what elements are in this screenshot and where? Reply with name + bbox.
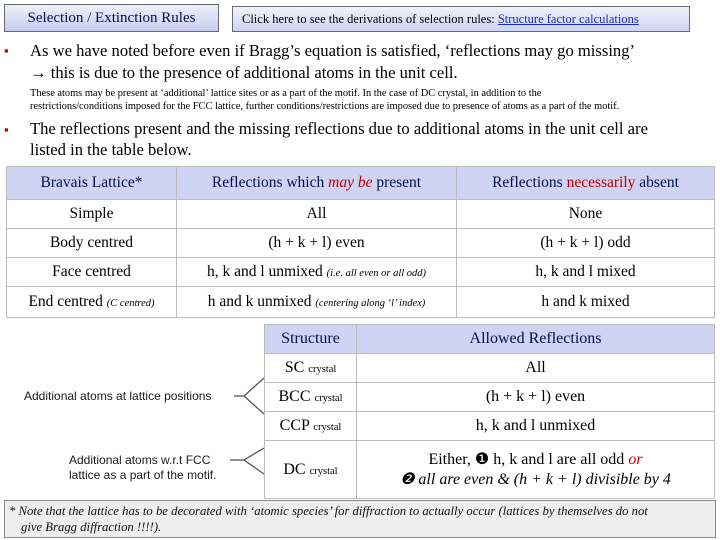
bullet-2-line-2: listed in the table below. xyxy=(30,140,192,159)
note-line-2: restrictions/conditions imposed for the FCC lattice, further conditions/restrictions are imposed due to presence of atoms as a part of the motif. xyxy=(30,101,620,112)
lattice-cell: End centred (C centred) xyxy=(7,287,177,318)
allowed-cell: Either, ❶ h, k and l are all odd or ❷ all are even & (h + k + l) divisible by 4 xyxy=(357,441,715,499)
table-row xyxy=(7,258,715,287)
absent-cell: None xyxy=(457,200,715,229)
absent-cell: h and k mixed xyxy=(457,287,715,318)
table-header-row xyxy=(7,167,715,200)
structure-reflections-table xyxy=(264,324,715,499)
lattice-cell: Face centred xyxy=(7,258,177,287)
bullet-1-line-1: As we have noted before even if Bragg’s equation is satisfied, ‘reflections may go missing’ xyxy=(30,41,636,60)
lattice-cell: Simple xyxy=(7,200,177,229)
header-reflections-absent: Reflections necessarily absent xyxy=(457,167,715,200)
table-row xyxy=(7,200,715,229)
bravais-reflections-table xyxy=(6,166,715,318)
necessarily-emphasis: necessarily xyxy=(566,174,636,191)
present-cell: (h + k + l) even xyxy=(177,229,457,258)
present-note: (i.e. all even or all odd) xyxy=(326,268,427,279)
may-be-emphasis: may be xyxy=(328,174,373,191)
lattice-positions-bracket-icon xyxy=(244,378,264,414)
lattice-positions-label: Additional atoms at lattice positions xyxy=(24,389,212,403)
bullets-section xyxy=(4,37,717,163)
table-row xyxy=(265,441,715,499)
bullet-1-line-2 xyxy=(30,63,458,83)
or-emphasis: or xyxy=(628,450,643,468)
derivations-link-box[interactable] xyxy=(232,6,690,32)
allowed-cell: h, k and l unmixed xyxy=(357,412,715,441)
footer-line-1: * Note that the lattice has to be decorated with ‘atomic species’ for diffraction to actually occur (lattices by themselves do not xyxy=(9,504,648,518)
present-note: (centering along ‘l’ index) xyxy=(315,298,426,309)
allowed-cell: All xyxy=(357,354,715,383)
present-cell: h and k unmixed (centering along ‘l’ index) xyxy=(177,287,457,318)
table-row xyxy=(7,229,715,258)
note-line-1: These atoms may be present at ‘additional’ lattice sites or as a part of the motif. In the case of DC crystal, in addition to the xyxy=(30,88,542,99)
header-reflections-present: Reflections which may be present xyxy=(177,167,457,200)
motif-bracket-icon xyxy=(244,448,264,474)
table-row xyxy=(265,412,715,441)
present-cell: h, k and l unmixed (i.e. all even or all odd) xyxy=(177,258,457,287)
structure-cell: SC crystal xyxy=(265,354,357,383)
link-prefix-text: Click here to see the derivations of selection rules: xyxy=(242,12,498,26)
table-row xyxy=(265,354,715,383)
bullet-1-line-2-text: this is due to the presence of additional atoms in the unit cell. xyxy=(50,63,458,82)
structure-cell: DC crystal xyxy=(265,441,357,499)
present-cell: All xyxy=(177,200,457,229)
table-row xyxy=(7,287,715,318)
bullet-marker-icon: ▪ xyxy=(4,122,9,137)
structure-cell: BCC crystal xyxy=(265,383,357,412)
header-bravais-lattice: Bravais Lattice* xyxy=(7,167,177,200)
sub-table-header-row xyxy=(265,325,715,354)
right-arrow-icon: → xyxy=(30,63,47,82)
bullet-marker-icon: ▪ xyxy=(4,43,9,58)
footer-line-2: give Bragg diffraction !!!!). xyxy=(21,520,162,534)
allowed-cell: (h + k + l) even xyxy=(357,383,715,412)
lattice-cell: Body centred xyxy=(7,229,177,258)
motif-label-line-1: Additional atoms w.r.t FCC xyxy=(69,453,211,467)
footer-note xyxy=(4,500,716,538)
page-title: Selection / Extinction Rules xyxy=(4,4,219,32)
dc-condition-2: ❷ all are even & (h + k + l) divisible by 4 xyxy=(400,470,671,488)
header-allowed-reflections: Allowed Reflections xyxy=(357,325,715,354)
table-row xyxy=(265,383,715,412)
bracket-connectors xyxy=(228,356,268,501)
motif-label-line-2: lattice as a part of the motif. xyxy=(69,468,217,482)
lattice-note: (C centred) xyxy=(106,298,155,309)
structure-cell: CCP crystal xyxy=(265,412,357,441)
absent-cell: h, k and l mixed xyxy=(457,258,715,287)
absent-cell: (h + k + l) odd xyxy=(457,229,715,258)
structure-factor-link[interactable]: Structure factor calculations xyxy=(497,12,639,26)
bullet-2-line-1: The reflections present and the missing reflections due to additional atoms in the unit cell are xyxy=(30,119,648,138)
header-structure: Structure xyxy=(265,325,357,354)
